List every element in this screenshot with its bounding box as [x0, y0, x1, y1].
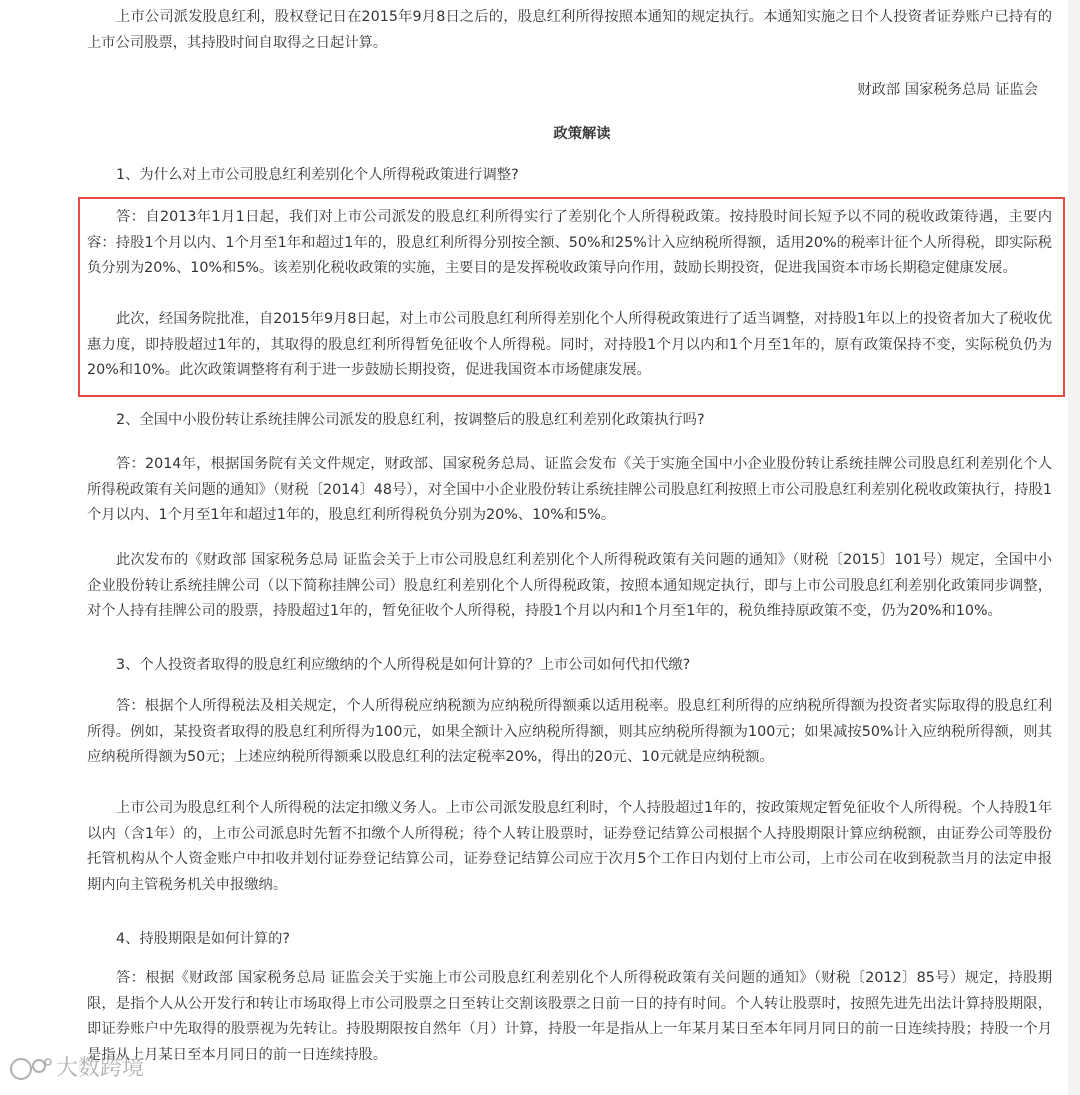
- answer-1-paragraph-2: 此次，经国务院批准，自2015年9月8日起，对上市公司股息红利所得差别化个人所得税政策进行了适当调整，对持股1年以上的投资者加大了税收优惠力度，即持股超过1年的，其取得的股息红利所得暂免征收个人所得税。同时，对持股1个月以内和1个月至1年的，原有政策保持不变，实际税负仍为20%和10%。此次政策调整将有利于进一步鼓励长期投资，促进我国资本市场健康发展。: [87, 311, 1052, 378]
- answer-4-paragraph-1: 答：根据《财政部 国家税务总局 证监会关于实施上市公司股息红利差别化个人所得税政策有关问题的通知》（财税〔2012〕85号）规定，持股期限，是指个人从公开发行和转让市场取得上市公司股票之日至转让交割该股票之日前一日的持有时间。个人转让股票时，按照先进先出法计算持股期限，即证券账户中先取得的股票视为先转让。持股期限按自然年（月）计算，持股一年是指从上一年某月某日至本年同月同日的前一日连续持股；持股一个月是指从上月某日至本月同日的前一日连续持股。: [87, 970, 1052, 1063]
- watermark: [8, 1054, 144, 1084]
- answer-2-paragraph-1: 答：2014年，根据国务院有关文件规定，财政部、国家税务总局、证监会发布《关于实施全国中小企业股份转让系统挂牌公司股息红利差别化个人所得税政策有关问题的通知》（财税〔2014〕48号），对全国中小企业股份转让系统挂牌公司股息红利按照上市公司股息红利差别化税收政策执行，持股1个月以内、1个月至1年和超过1年的，股息红利所得税负分别为20%、10%和5%。: [87, 456, 1052, 523]
- answer-2-paragraph-2: 此次发布的《财政部 国家税务总局 证监会关于上市公司股息红利差别化个人所得税政策有关问题的通知》（财税〔2015〕101号）规定，全国中小企业股份转让系统挂牌公司（以下简称挂牌公司）股息红利差别化个人所得税政策，按照本通知规定执行，即与上市公司股息红利差别化政策同步调整，对个人持有挂牌公司的股票，持股超过1年的，暂免征收个人所得税，持股1个月以内和1个月至1年的，税负维持原政策不变，仍为20%和10%。: [87, 552, 1052, 619]
- question-2: 2、全国中小股份转让系统挂牌公司派发的股息红利，按调整后的股息红利差别化政策执行吗?: [116, 412, 705, 428]
- watermark-logo-icon: [8, 1056, 52, 1082]
- question-3: 3、个人投资者取得的股息红利应缴纳的个人所得税是如何计算的？上市公司如何代扣代缴?: [116, 657, 691, 673]
- answer-3-paragraph-2: 上市公司为股息红利个人所得税的法定扣缴义务人。上市公司派发股息红利时，个人持股超过1年的，按政策规定暂免征收个人所得税。个人持股1年以内（含1年）的，上市公司派息时先暂不扣缴个人所得税；待个人转让股票时，证券登记结算公司根据个人持股期限计算应纳税额，由证券公司等股份托管机构从个人资金账户中扣收并划付证券登记结算公司，证券登记结算公司应于次月5个工作日内划付上市公司，上市公司在收到税款当月的法定申报期内向主管税务机关申报缴纳。: [87, 800, 1052, 893]
- question-4: 4、持股期限是如何计算的?: [116, 931, 290, 947]
- intro-paragraph: 上市公司派发股息红利，股权登记日在2015年9月8日之后的，股息红利所得按照本通知的规定执行。本通知实施之日个人投资者证券账户已持有的上市公司股票，其持股时间自取得之日起计算。: [87, 9, 1052, 51]
- answer-1-paragraph-1: 答：自2013年1月1日起，我们对上市公司派发的股息红利所得实行了差别化个人所得税政策。按持股时间长短予以不同的税收政策待遇，主要内容：持股1个月以内、1个月至1年和超过1年的，股息红利所得分别按全额、50%和25%计入应纳税所得额，适用20%的税率计征个人所得税，即实际税负分别为20%、10%和5%。该差别化税收政策的实施，主要目的是发挥税收政策导向作用，鼓励长期投资，促进我国资本市场长期稳定健康发展。: [87, 209, 1052, 276]
- highlight-box: [78, 197, 1065, 397]
- answer-3-paragraph-1: 答：根据个人所得税法及相关规定，个人所得税应纳税额为应纳税所得额乘以适用税率。股息红利所得的应纳税所得额为投资者实际取得的股息红利所得。例如，某投资者取得的股息红利所得为100元，如果全额计入应纳税所得额，则其应纳税所得额为100元；如果减按50%计入应纳税所得额，则其应纳税所得额为50元；上述应纳税所得额乘以股息红利的法定税率20%，得出的20元、10元就是应纳税额。: [87, 698, 1052, 765]
- watermark-text: 大数跨境: [56, 1056, 145, 1081]
- section-heading: 政策解读: [553, 126, 611, 142]
- scrollbar-track[interactable]: [1068, 0, 1080, 1095]
- question-1: 1、为什么对上市公司股息红利差别化个人所得税政策进行调整?: [116, 167, 519, 183]
- issuer-signature: 财政部 国家税务总局 证监会: [857, 82, 1038, 98]
